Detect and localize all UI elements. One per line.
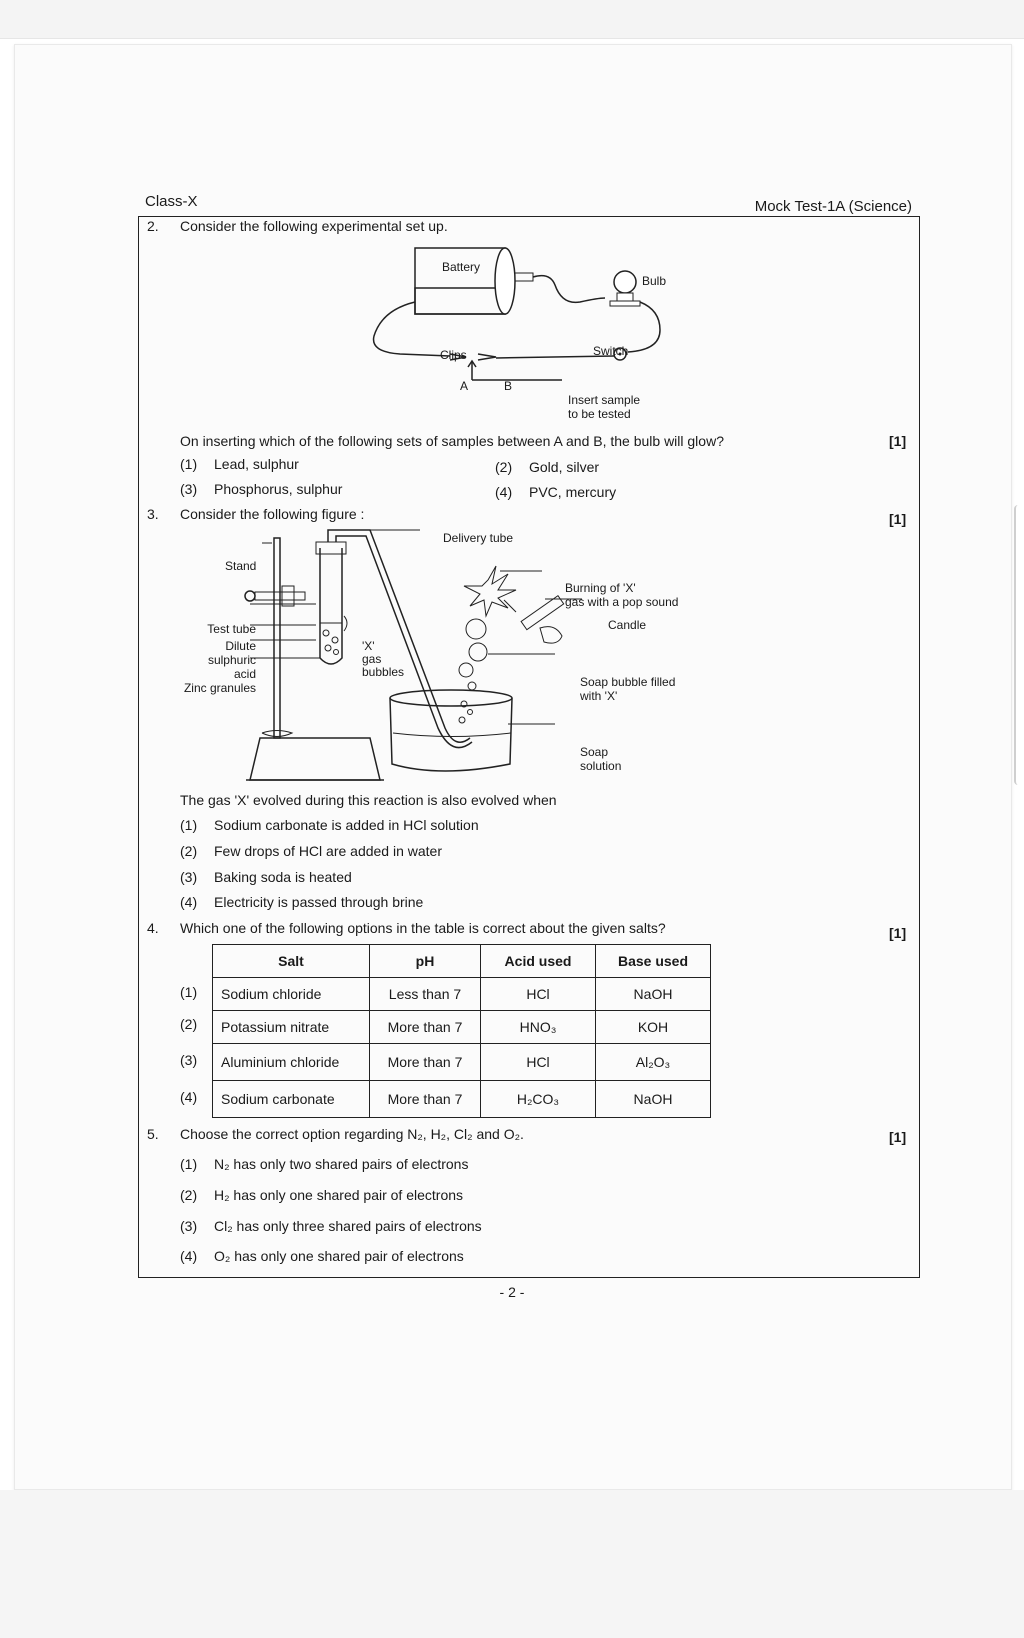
- table-header: Acid used: [481, 945, 596, 978]
- q3-option[interactable]: (3) Baking soda is heated: [180, 869, 352, 885]
- q2-text: Consider the following experimental set up.: [180, 218, 448, 234]
- zinc-label: Zinc granules: [183, 681, 256, 695]
- q2-mark: [1]: [889, 433, 907, 449]
- q5-option[interactable]: (4) O₂ has only one shared pair of electrons: [180, 1248, 464, 1264]
- circuit-diagram: [370, 240, 690, 415]
- q5-option[interactable]: (1) N₂ has only two shared pairs of electrons: [180, 1156, 469, 1172]
- q4-number: 4.: [147, 920, 159, 936]
- test-tube-label: Test tube: [207, 622, 256, 636]
- x-label: 'X': [362, 639, 375, 653]
- burning-label-2: gas with a pop sound: [565, 595, 679, 609]
- acid-cell: HCl: [481, 1044, 596, 1081]
- q4-row-number: (3): [180, 1052, 198, 1068]
- table-header: Base used: [596, 945, 711, 978]
- q4-mark: [1]: [889, 925, 907, 941]
- insert-label-1: Insert sample: [568, 393, 641, 407]
- acid-cell: H₂CO₃: [481, 1081, 596, 1118]
- soap-label-1: Soap: [580, 745, 609, 759]
- base-cell: Al₂O₃: [596, 1044, 711, 1081]
- salts-table: [212, 944, 711, 1118]
- class-label: Class-X: [145, 193, 198, 210]
- soap-label-2: solution: [580, 759, 622, 773]
- acid-cell: HNO₃: [481, 1011, 596, 1044]
- clips-label: Clips: [440, 348, 467, 362]
- clip-b-label: B: [504, 379, 513, 393]
- bulb-label: Bulb: [642, 274, 667, 288]
- dilute-label: Dilute: [225, 639, 256, 653]
- q3-mark: [1]: [889, 511, 907, 527]
- stand-label: Stand: [225, 559, 257, 573]
- salt-cell: Aluminium chloride: [213, 1044, 370, 1081]
- ph-cell: Less than 7: [370, 978, 481, 1011]
- acid-label: acid: [233, 667, 256, 681]
- q5-number: 5.: [147, 1126, 159, 1142]
- q3-option[interactable]: (4) Electricity is passed through brine: [180, 894, 424, 910]
- gas-label: gas: [362, 652, 382, 666]
- q3-text: Consider the following figure :: [180, 506, 365, 522]
- ph-cell: More than 7: [370, 1081, 481, 1118]
- test-title: Mock Test-1A (Science): [754, 198, 912, 215]
- table-header: Salt: [213, 945, 370, 978]
- table-row: [213, 1081, 711, 1118]
- soap-bubble-label-2: with 'X': [580, 689, 618, 703]
- q4-row-number: (2): [180, 1016, 198, 1032]
- q4-row-number: (4): [180, 1089, 198, 1105]
- ph-cell: More than 7: [370, 1011, 481, 1044]
- table-row: [213, 978, 711, 1011]
- salt-cell: Sodium carbonate: [213, 1081, 370, 1118]
- candle-label: Candle: [608, 618, 647, 632]
- sulphuric-label: sulphuric: [207, 653, 256, 667]
- table-header: pH: [370, 945, 481, 978]
- bulb-icon: [614, 271, 636, 293]
- page-number: - 2 -: [499, 1284, 525, 1300]
- q5-option[interactable]: (3) Cl₂ has only three shared pairs of electrons: [180, 1218, 482, 1234]
- viewer-bottom-area: [0, 1490, 1024, 1638]
- q4-text: Which one of the following options in the table is correct about the given salts?: [180, 920, 666, 936]
- q2-option[interactable]: (3) Phosphorus, sulphur: [180, 481, 343, 497]
- table-row: [213, 1044, 711, 1081]
- acid-cell: HCl: [481, 978, 596, 1011]
- q3-number: 3.: [147, 506, 159, 522]
- q3-option[interactable]: (2) Few drops of HCl are added in water: [180, 843, 442, 859]
- q2-option[interactable]: (1) Lead, sulphur: [180, 456, 299, 472]
- q3-question: The gas 'X' evolved during this reaction is also evolved when: [180, 792, 557, 808]
- q2-question: On inserting which of the following sets of samples between A and B, the bulb will glow?: [180, 433, 724, 449]
- salt-cell: Sodium chloride: [213, 978, 370, 1011]
- q2-option[interactable]: (4) PVC, mercury: [495, 484, 617, 500]
- base-cell: KOH: [596, 1011, 711, 1044]
- base-cell: NaOH: [596, 978, 711, 1011]
- clip-a-label: A: [460, 379, 469, 393]
- insert-label-2: to be tested: [568, 407, 631, 421]
- viewer-top-bar: [0, 0, 1024, 39]
- scrollbar[interactable]: [1014, 505, 1024, 785]
- table-header-row: [213, 945, 711, 978]
- bubbles-label: bubbles: [362, 665, 405, 679]
- q5-mark: [1]: [889, 1129, 907, 1145]
- soap-bubble-label-1: Soap bubble filled: [580, 675, 676, 689]
- delivery-tube-label: Delivery tube: [443, 531, 514, 545]
- base-cell: NaOH: [596, 1081, 711, 1118]
- switch-label: Switch: [593, 344, 629, 358]
- q2-number: 2.: [147, 218, 159, 234]
- ph-cell: More than 7: [370, 1044, 481, 1081]
- salt-cell: Potassium nitrate: [213, 1011, 370, 1044]
- table-row: [213, 1011, 711, 1044]
- q2-option[interactable]: (2) Gold, silver: [495, 459, 600, 475]
- q4-row-number: (1): [180, 984, 198, 1000]
- q5-text: Choose the correct option regarding N₂, H₂, Cl₂ and O₂.: [180, 1126, 524, 1142]
- q3-option[interactable]: (1) Sodium carbonate is added in HCl solution: [180, 817, 479, 833]
- battery-label: Battery: [442, 260, 481, 274]
- burning-label-1: Burning of 'X': [565, 581, 636, 595]
- q5-option[interactable]: (2) H₂ has only one shared pair of electrons: [180, 1187, 464, 1203]
